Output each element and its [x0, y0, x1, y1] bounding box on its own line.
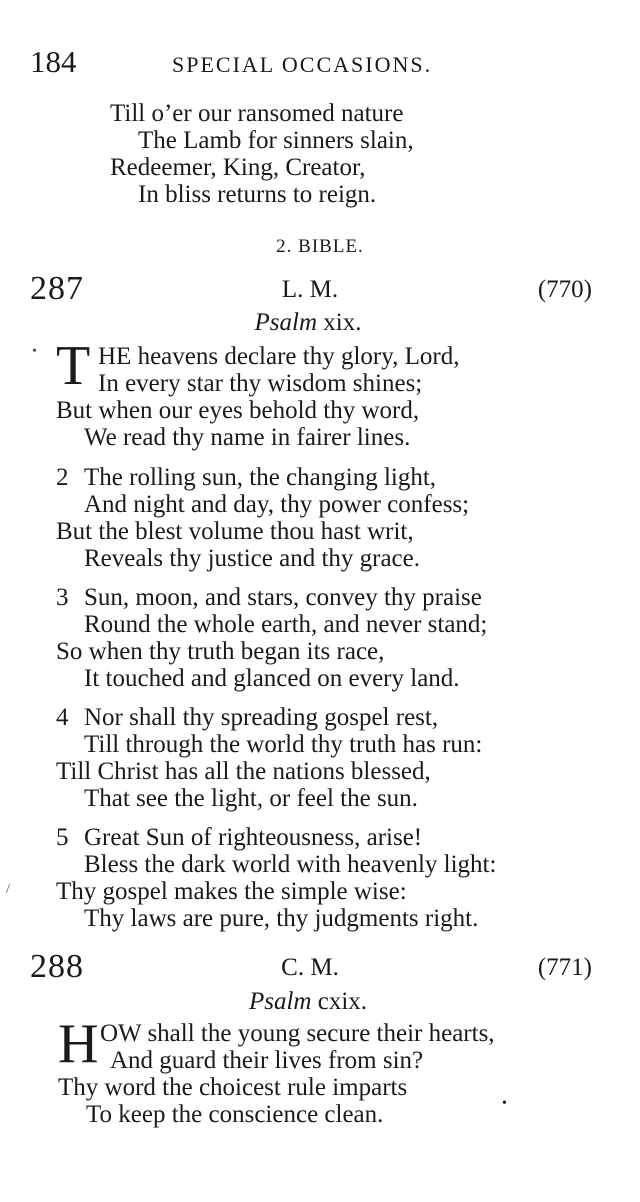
page-header [30, 44, 610, 84]
verse-line: In bliss returns to reign. [138, 181, 377, 208]
drop-cap: T [56, 335, 91, 397]
psalm-word: Psalm [254, 309, 318, 336]
verse-line: Bless the dark world with heavenly light: [84, 851, 497, 878]
verse-line: Thy gospel makes the simple wise: [56, 878, 407, 905]
verse-line: It touched and glanced on every land. [84, 665, 460, 692]
hymn-meter: L. M. [281, 276, 339, 303]
verse-line: But when our eyes behold thy word, [56, 397, 420, 424]
margin-mark: • [32, 344, 37, 359]
hymn-number: 288 [30, 948, 84, 985]
verse-line: Nor shall thy spreading gospel rest, [84, 704, 439, 731]
verse-line: Round the whole earth, and never stand; [84, 611, 488, 638]
running-head: SPECIAL OCCASIONS. [172, 52, 433, 77]
stanza-number: 5 [56, 824, 69, 851]
verse-line: Great Sun of righteousness, arise! [84, 824, 423, 851]
stanza-number: 2 [56, 464, 69, 491]
psalm-number: cxix. [317, 988, 368, 1015]
verse-line: Sun, moon, and stars, convey thy praise [84, 584, 482, 611]
verse-line: Till o’er our ransomed nature [110, 100, 404, 127]
verse-line: HE heavens declare thy glory, Lord, [98, 343, 460, 370]
margin-mark: • [502, 1096, 507, 1111]
verse-line: That see the light, or feel the sun. [84, 785, 418, 812]
drop-cap: H [58, 1013, 99, 1075]
verse-line: Till Christ has all the nations blessed, [56, 758, 431, 785]
verse-line: The Lamb for sinners slain, [138, 127, 414, 154]
verse-line: The rolling sun, the changing light, [84, 464, 437, 491]
verse-line: We read thy name in fairer lines. [84, 424, 411, 451]
verse-line: Till through the world thy truth has run: [84, 731, 483, 758]
psalm-reference [0, 309, 616, 337]
psalm-number: xix. [323, 309, 362, 336]
tune-reference: (770) [537, 276, 592, 303]
verse-line: So when thy truth began its race, [56, 638, 385, 665]
verse-line: Redeemer, King, Creator, [110, 154, 366, 181]
psalm-word: Psalm [248, 988, 312, 1015]
verse-line: Thy word the choicest rule imparts [58, 1074, 408, 1101]
verse-line: Reveals thy justice and thy grace. [84, 545, 420, 572]
tune-reference: (771) [537, 954, 592, 981]
verse-line: To keep the conscience clean. [86, 1101, 384, 1128]
hymn-meter: C. M. [281, 954, 339, 981]
hymn-number: 287 [30, 270, 84, 307]
psalm-reference [0, 988, 616, 1016]
verse-line: In every star thy wisdom shines; [98, 370, 423, 397]
section-title: 2. BIBLE. [276, 236, 364, 257]
stanza-number: 4 [56, 704, 69, 731]
stanza-number: 3 [56, 584, 69, 611]
verse-line: But the blest volume thou hast writ, [56, 518, 414, 545]
margin-mark: / [6, 882, 10, 897]
page-number: 184 [30, 44, 77, 79]
verse-line: Thy laws are pure, thy judgments right. [84, 905, 479, 932]
verse-line: And night and day, thy power confess; [84, 491, 470, 518]
verse-line: OW shall the young secure their hearts, [100, 1020, 495, 1047]
verse-line: And guard their lives from sin? [110, 1047, 424, 1074]
